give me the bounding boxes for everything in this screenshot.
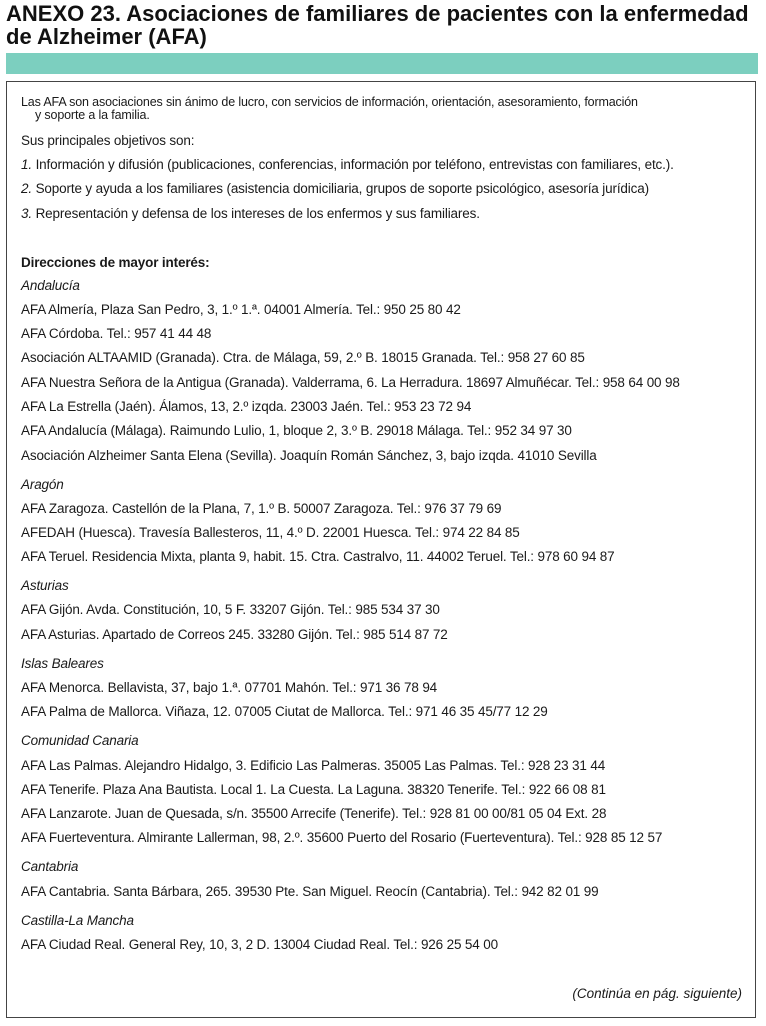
header-color-band (6, 53, 758, 74)
directory-entry: AFA Lanzarote. Juan de Quesada, s/n. 35500 Arrecife (Tenerife). Tel.: 928 81 00 00/81 05 04 Ext. 28 (21, 806, 607, 821)
directory-entry: AFA Ciudad Real. General Rey, 10, 3, 2 D. 13004 Ciudad Real. Tel.: 926 25 54 00 (21, 937, 498, 952)
directory-entry: AFEDAH (Huesca). Travesía Ballesteros, 11, 4.º D. 22001 Huesca. Tel.: 974 22 84 85 (21, 525, 520, 540)
directory-entry: AFA Fuerteventura. Almirante Lallerman, 98, 2.º. 35600 Puerto del Rosario (Fuerteventura). Tel.: 928 85 12 57 (21, 830, 663, 845)
directory-entry: AFA Asturias. Apartado de Correos 245. 33280 Gijón. Tel.: 985 514 87 72 (21, 627, 448, 642)
directory-entry: AFA Almería, Plaza San Pedro, 3, 1.º 1.ª. 04001 Almería. Tel.: 950 25 80 42 (21, 302, 461, 317)
objective-item (21, 157, 674, 173)
objective-text: Representación y defensa de los intereses de los enfermos y sus familiares. (31, 206, 480, 221)
directory-entry: AFA Cantabria. Santa Bárbara, 265. 39530 Pte. San Miguel. Reocín (Cantabria). Tel.: 942 82 01 99 (21, 884, 599, 899)
directory-entry: AFA La Estrella (Jaén). Álamos, 13, 2.º izqda. 23003 Jaén. Tel.: 953 23 72 94 (21, 399, 472, 414)
objective-number: 1. (21, 157, 32, 172)
objective-number: 2. (21, 181, 32, 196)
directory-entry: Asociación ALTAAMID (Granada). Ctra. de Málaga, 59, 2.º B. 18015 Granada. Tel.: 958 27 60 85 (21, 350, 585, 365)
page-title (6, 2, 758, 48)
directory-entry: AFA Palma de Mallorca. Viñaza, 12. 07005 Ciutat de Mallorca. Tel.: 971 46 35 45/77 12 29 (21, 704, 548, 719)
intro-paragraph (21, 96, 736, 122)
title-line-1: ANEXO 23. Asociaciones de familiares de pacientes con la enfermedad (6, 1, 749, 26)
region-heading-canaria: Comunidad Canaria (21, 733, 139, 748)
objectives-lead: Sus principales objetivos son: (21, 133, 195, 148)
directory-entry: AFA Gijón. Avda. Constitución, 10, 5 F. 33207 Gijón. Tel.: 985 534 37 30 (21, 602, 440, 617)
directory-entry: Asociación Alzheimer Santa Elena (Sevilla). Joaquín Román Sánchez, 3, bajo izqda. 41010 Sevilla (21, 448, 597, 463)
title-line-2: de Alzheimer (AFA) (6, 24, 207, 49)
directory-entry: AFA Teruel. Residencia Mixta, planta 9, habit. 15. Ctra. Castralvo, 11. 44002 Teruel. Tel.: 978 60 94 87 (21, 549, 615, 564)
objective-item (21, 181, 649, 197)
continued-note: (Continúa en pág. siguiente) (572, 986, 742, 1001)
intro-line-1: Las AFA son asociaciones sin ánimo de lucro, con servicios de información, orientación, asesoramiento, formación (21, 95, 638, 109)
directory-entry: AFA Córdoba. Tel.: 957 41 44 48 (21, 326, 212, 341)
objective-text: Información y difusión (publicaciones, conferencias, información por teléfono, entrevistas con familiares, etc.). (31, 157, 674, 172)
region-heading-baleares: Islas Baleares (21, 656, 104, 671)
directory-entry: AFA Zaragoza. Castellón de la Plana, 7, 1.º B. 50007 Zaragoza. Tel.: 976 37 79 69 (21, 501, 502, 516)
region-heading-andalucia: Andalucía (21, 278, 80, 293)
directory-entry: AFA Las Palmas. Alejandro Hidalgo, 3. Edificio Las Palmeras. 35005 Las Palmas. Tel.: 928 23 31 44 (21, 758, 606, 773)
directory-entry: AFA Tenerife. Plaza Ana Bautista. Local 1. La Cuesta. La Laguna. 38320 Tenerife. Tel.: 922 66 08 81 (21, 782, 606, 797)
region-heading-asturias: Asturias (21, 578, 69, 593)
objective-item (21, 206, 480, 222)
objective-text: Soporte y ayuda a los familiares (asistencia domiciliaria, grupos de soporte psicológico, asesoría jurídica) (31, 181, 649, 196)
region-heading-cantabria: Cantabria (21, 859, 79, 874)
directory-entry: AFA Nuestra Señora de la Antigua (Granada). Valderrama, 6. La Herradura. 18697 Almuñécar. Tel.: 958 64 00 98 (21, 375, 680, 390)
intro-line-2: y soporte a la familia. (35, 108, 150, 122)
region-heading-aragon: Aragón (21, 477, 64, 492)
directory-entry: AFA Andalucía (Málaga). Raimundo Lulio, 1, bloque 2, 3.º B. 29018 Málaga. Tel.: 952 34 97 30 (21, 423, 572, 438)
region-heading-castilla-la-mancha: Castilla-La Mancha (21, 913, 134, 928)
directory-entry: AFA Menorca. Bellavista, 37, bajo 1.ª. 07701 Mahón. Tel.: 971 36 78 94 (21, 680, 438, 695)
directory-heading: Direcciones de mayor interés: (21, 255, 210, 270)
objective-number: 3. (21, 206, 32, 221)
